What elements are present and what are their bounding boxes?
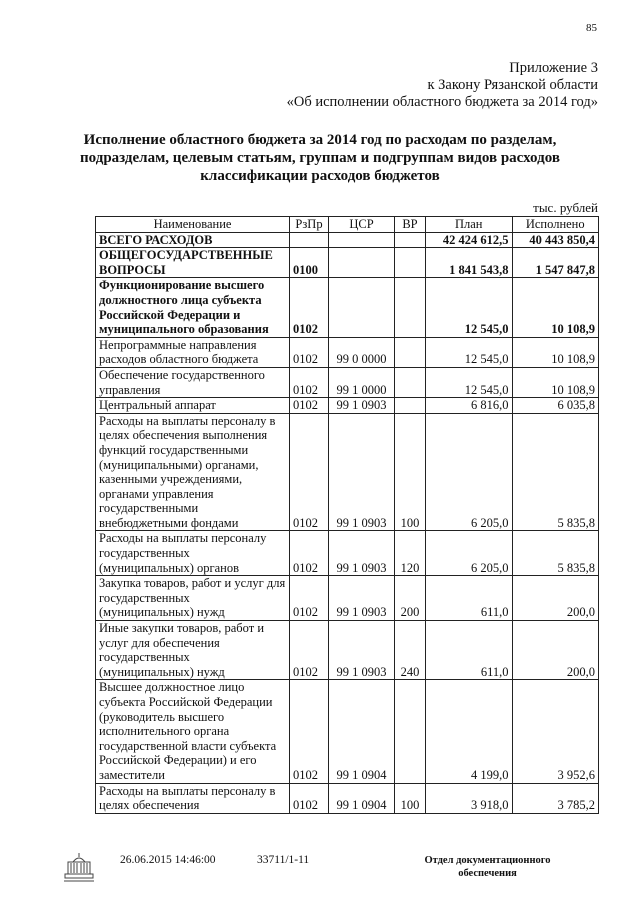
cell-vr: 120: [395, 531, 426, 576]
cell-rzpr: 0102: [290, 531, 329, 576]
cell-rzpr: 0102: [290, 621, 329, 680]
cell-rzpr: 0102: [290, 783, 329, 813]
appendix-header: [238, 60, 598, 111]
cell-name: Центральный аппарат: [96, 398, 290, 414]
table-row: [96, 278, 599, 337]
cell-name: Высшее должностное лицо субъекта Российской Федерации (руководитель высшего исполнительного органа государственной власти субъекта Российской Федерации) и его заместители: [96, 680, 290, 783]
cell-plan: 12 545,0: [426, 367, 513, 397]
duma-building-icon: [62, 850, 96, 884]
cell-csr: 99 1 0904: [329, 680, 395, 783]
cell-rzpr: 0102: [290, 367, 329, 397]
cell-name: Функционирование высшего должностного лица субъекта Российской Федерации и муниципального образования: [96, 278, 290, 337]
cell-csr: 99 1 0000: [329, 367, 395, 397]
budget-table: [95, 216, 599, 814]
header-plan: План: [426, 217, 513, 233]
cell-name: Расходы на выплаты персоналу в целях обеспечения выполнения функций государственными (муниципальными) органами, казенными учреждениями, органами управления государственными внебюджетными фондами: [96, 413, 290, 531]
header-vr: ВР: [395, 217, 426, 233]
cell-vr: [395, 337, 426, 367]
cell-name: ВСЕГО РАСХОДОВ: [96, 232, 290, 248]
cell-name: Закупка товаров, работ и услуг для государственных (муниципальных) нужд: [96, 576, 290, 621]
cell-vr: 100: [395, 413, 426, 531]
header-rzpr: РзПр: [290, 217, 329, 233]
cell-rzpr: 0102: [290, 278, 329, 337]
cell-vr: [395, 367, 426, 397]
header-done: Исполнено: [512, 217, 599, 233]
cell-rzpr: 0102: [290, 337, 329, 367]
table-row: [96, 680, 599, 783]
cell-vr: 240: [395, 621, 426, 680]
appendix-line-2: к Закону Рязанской области: [427, 77, 598, 93]
cell-csr: 99 1 0903: [329, 621, 395, 680]
cell-rzpr: 0102: [290, 398, 329, 414]
cell-vr: [395, 278, 426, 337]
table-row: [96, 783, 599, 813]
table-row: [96, 621, 599, 680]
cell-vr: [395, 398, 426, 414]
table-row: [96, 413, 599, 531]
cell-vr: 100: [395, 783, 426, 813]
cell-name: ОБЩЕГОСУДАРСТВЕННЫЕ ВОПРОСЫ: [96, 248, 290, 278]
cell-done: 40 443 850,4: [512, 232, 599, 248]
cell-csr: 99 1 0904: [329, 783, 395, 813]
cell-plan: 12 545,0: [426, 337, 513, 367]
cell-done: 10 108,9: [512, 278, 599, 337]
cell-done: 5 835,8: [512, 413, 599, 531]
cell-done: 3 785,2: [512, 783, 599, 813]
cell-vr: [395, 232, 426, 248]
table-row: [96, 576, 599, 621]
cell-rzpr: 0102: [290, 413, 329, 531]
cell-plan: 6 205,0: [426, 413, 513, 531]
page-number: 85: [586, 22, 597, 34]
table-row: [96, 398, 599, 414]
cell-plan: 611,0: [426, 576, 513, 621]
cell-csr: [329, 232, 395, 248]
appendix-line-3: «Об исполнении областного бюджета за 2014 год»: [286, 94, 598, 110]
table-row: [96, 367, 599, 397]
table-row: [96, 232, 599, 248]
cell-name: Расходы на выплаты персоналу государственных (муниципальных) органов: [96, 531, 290, 576]
cell-done: 200,0: [512, 621, 599, 680]
cell-csr: 99 1 0903: [329, 576, 395, 621]
cell-plan: 6 205,0: [426, 531, 513, 576]
cell-done: 10 108,9: [512, 337, 599, 367]
cell-done: 1 547 847,8: [512, 248, 599, 278]
cell-csr: 99 1 0903: [329, 398, 395, 414]
cell-name: Иные закупки товаров, работ и услуг для обеспечения государственных (муниципальных) нужд: [96, 621, 290, 680]
document-title: Исполнение областного бюджета за 2014 год по расходам по разделам, подразделам, целевым статьям, группам и подгруппам видов расходов классификации расходов бюджетов: [80, 132, 560, 184]
cell-vr: [395, 680, 426, 783]
cell-name: Расходы на выплаты персоналу в целях обеспечения: [96, 783, 290, 813]
cell-rzpr: [290, 232, 329, 248]
table-header-row: [96, 217, 599, 233]
footer-doc-number: 33711/1-11: [257, 854, 310, 866]
cell-done: 6 035,8: [512, 398, 599, 414]
cell-done: 3 952,6: [512, 680, 599, 783]
cell-rzpr: 0102: [290, 680, 329, 783]
appendix-line-1: Приложение 3: [509, 60, 598, 76]
cell-plan: 3 918,0: [426, 783, 513, 813]
cell-done: 10 108,9: [512, 367, 599, 397]
cell-vr: 200: [395, 576, 426, 621]
header-csr: ЦСР: [329, 217, 395, 233]
footer-department: Отдел документационного обеспечения: [424, 855, 551, 879]
cell-plan: 1 841 543,8: [426, 248, 513, 278]
cell-plan: 4 199,0: [426, 680, 513, 783]
cell-name: Обеспечение государственного управления: [96, 367, 290, 397]
cell-csr: 99 1 0903: [329, 531, 395, 576]
table-body: [96, 232, 599, 813]
cell-plan: 42 424 612,5: [426, 232, 513, 248]
footer-datetime: 26.06.2015 14:46:00: [120, 854, 216, 866]
cell-vr: [395, 248, 426, 278]
header-name: Наименование: [96, 217, 290, 233]
cell-csr: 99 1 0903: [329, 413, 395, 531]
cell-rzpr: 0102: [290, 576, 329, 621]
cell-plan: 6 816,0: [426, 398, 513, 414]
cell-csr: [329, 248, 395, 278]
cell-csr: [329, 278, 395, 337]
cell-plan: 611,0: [426, 621, 513, 680]
cell-done: 200,0: [512, 576, 599, 621]
table-row: [96, 248, 599, 278]
cell-plan: 12 545,0: [426, 278, 513, 337]
cell-done: 5 835,8: [512, 531, 599, 576]
cell-name: Непрограммные направления расходов областного бюджета: [96, 337, 290, 367]
cell-rzpr: 0100: [290, 248, 329, 278]
table-row: [96, 531, 599, 576]
table-row: [96, 337, 599, 367]
cell-csr: 99 0 0000: [329, 337, 395, 367]
units-label: тыс. рублей: [533, 200, 598, 215]
